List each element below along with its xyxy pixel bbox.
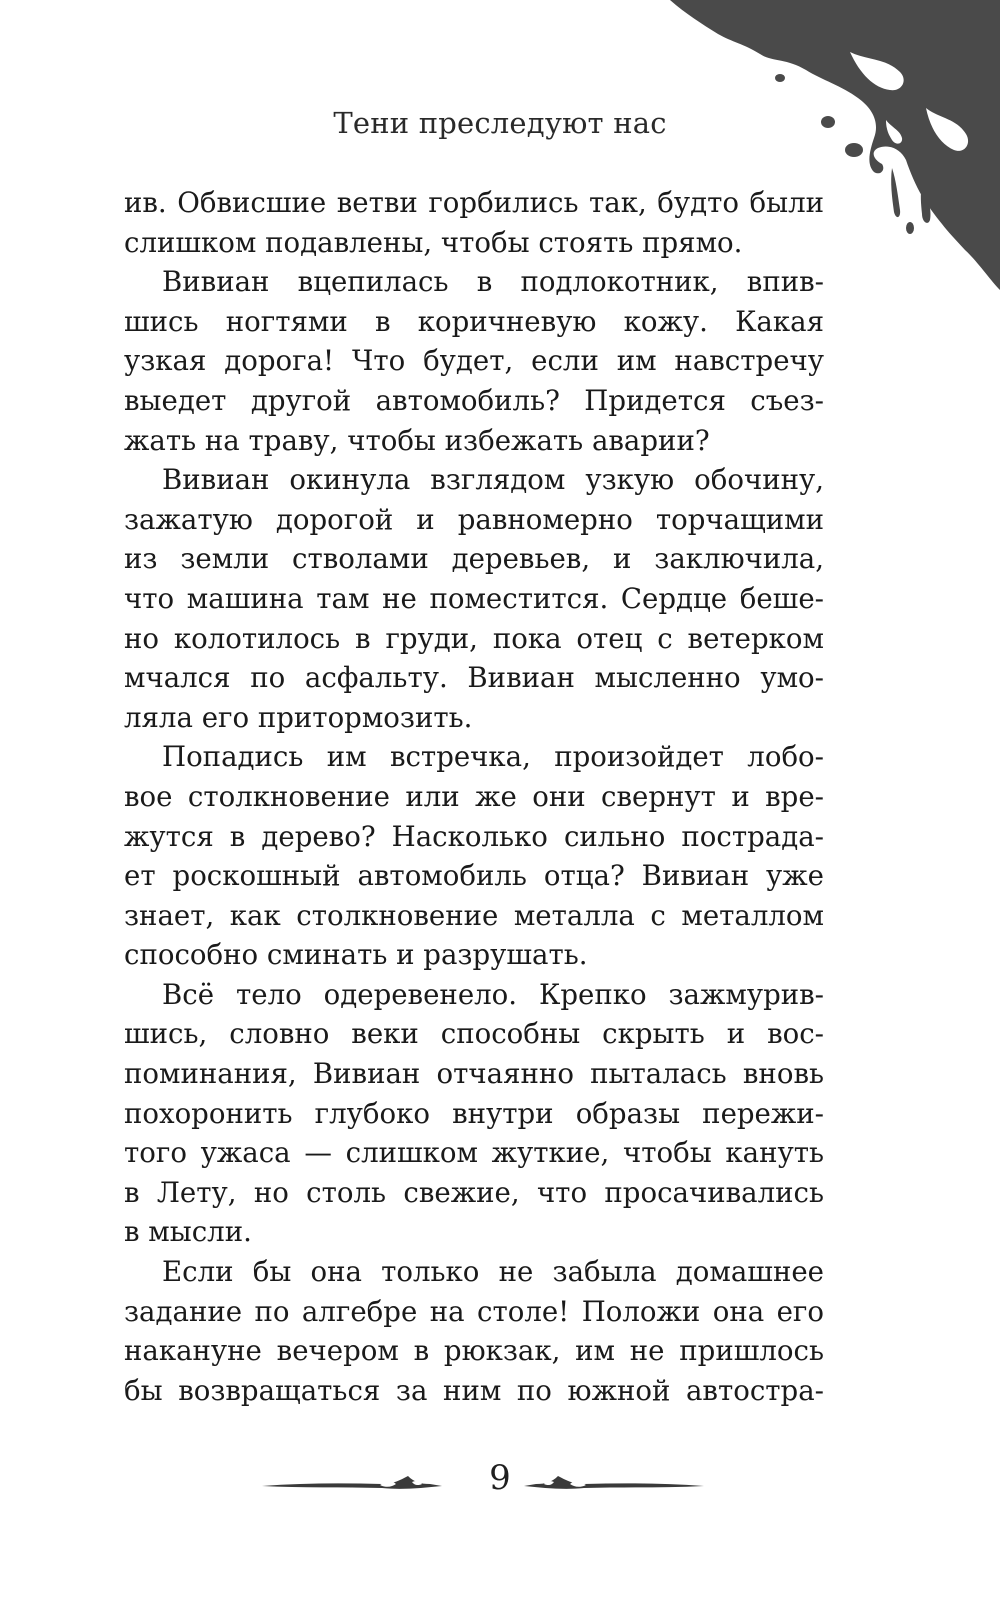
text-line: Всё тело одеревенело. Крепко зажмурив-: [162, 977, 824, 1011]
text-line: что машина там не поместится. Сердце беше-: [124, 581, 824, 615]
text-line: задание по алгебре на столе! Положи она его: [124, 1294, 824, 1328]
right-flourish-icon: [524, 1472, 704, 1496]
text-line: выедет другой автомобиль? Придется съез-: [124, 383, 824, 417]
text-line: в Лету, но столь свежие, что просачивались: [124, 1175, 824, 1209]
text-line: поминания, Вивиан отчаянно пыталась вновь: [124, 1057, 824, 1091]
text-line: узкая дорога! Что будет, если им навстречу: [124, 344, 824, 378]
page-number: 9: [489, 1458, 511, 1498]
text-line: но колотилось в груди, пока отец с ветерком: [124, 621, 824, 655]
text-line: способно сминать и разрушать.: [124, 938, 588, 972]
text-line: знает, как столкновение металла с металлом: [124, 898, 824, 932]
text-line: бы возвращаться за ним по южной автостра-: [124, 1373, 824, 1407]
text-line: шись, словно веки способны скрыть и вос-: [124, 1017, 824, 1051]
text-line: шись ногтями в коричневую кожу. Какая: [124, 304, 824, 338]
text-line: ет роскошный автомобиль отца? Вивиан уже: [124, 859, 824, 893]
text-line: из земли стволами деревьев, и заключила,: [124, 542, 824, 576]
page-footer: [0, 1458, 1000, 1508]
text-line: Вивиан окинула взглядом узкую обочину,: [162, 463, 824, 497]
text-line: Если бы она только не забыла домашнее: [162, 1255, 824, 1289]
body-text: [124, 183, 824, 1410]
text-line: в мысли.: [124, 1215, 252, 1249]
text-line: жутся в дерево? Насколько сильно пострада-: [124, 819, 824, 853]
text-line: Вивиан вцепилась в подлокотник, впив-: [162, 265, 824, 299]
text-line: зажатую дорогой и равномерно торчащими: [124, 502, 824, 536]
text-line: ляла его притормозить.: [124, 700, 473, 734]
text-line: накануне вечером в рюкзак, им не пришлось: [124, 1334, 824, 1368]
running-header-title: Тени преследуют нас: [333, 106, 667, 140]
text-line: ив. Обвисшие ветви горбились так, будто были: [124, 186, 824, 219]
left-flourish-icon: [262, 1472, 442, 1496]
text-line: вое столкновение или же они свернут и вре-: [124, 779, 824, 813]
text-line: жать на траву, чтобы избежать аварии?: [124, 423, 710, 457]
text-line: того ужаса — слишком жуткие, чтобы кануть: [124, 1136, 824, 1170]
text-line: похоронить глубоко внутри образы пережи-: [124, 1096, 824, 1130]
text-line: слишком подавлены, чтобы стоять прямо.: [124, 225, 743, 259]
text-line: мчался по асфальту. Вивиан мысленно умо-: [124, 661, 824, 695]
text-line: Попадись им встречка, произойдет лобо-: [162, 740, 824, 774]
